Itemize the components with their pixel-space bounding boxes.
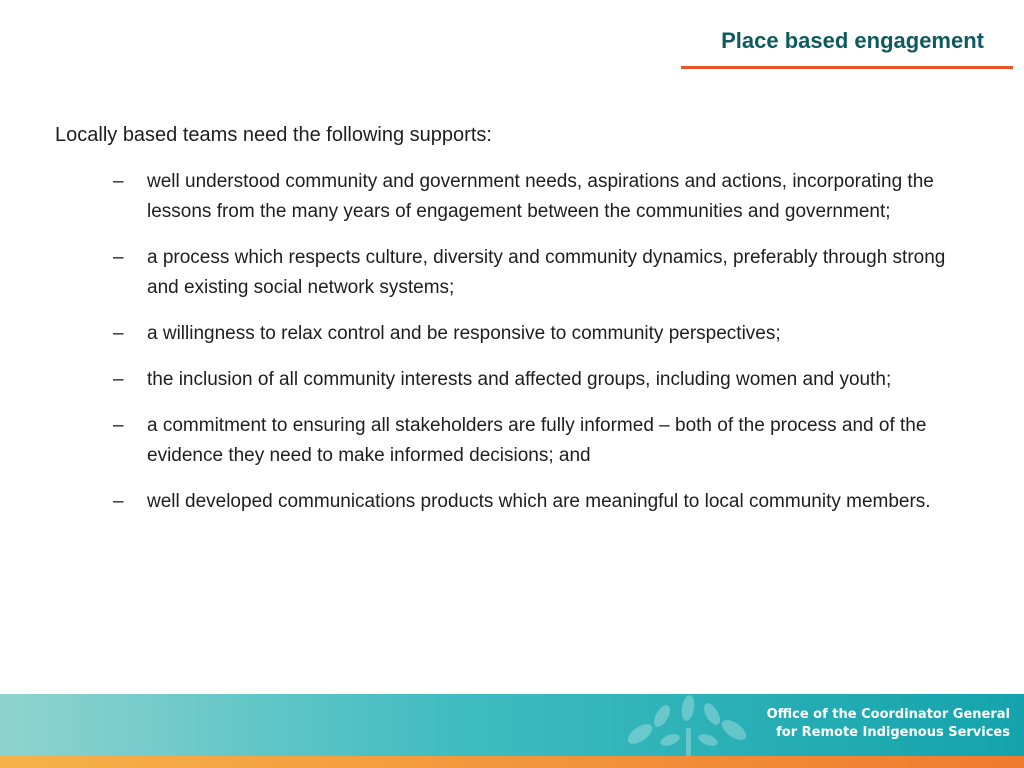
bullet-dash: – [113, 323, 124, 344]
bullet-item [0, 365, 1024, 395]
footer-banner [0, 694, 1024, 768]
bullet-text: well developed communications products which are meaningful to local community members. [147, 491, 931, 512]
leaf-tree-icon [600, 694, 790, 756]
intro-text: Locally based teams need the following supports: [55, 124, 492, 146]
organisation-name-line-2: for Remote Indigenous Services [776, 725, 1010, 740]
bullet-item [0, 487, 1024, 517]
bullet-text: a willingness to relax control and be responsive to community perspectives; [147, 323, 781, 344]
bullet-dash: – [113, 491, 124, 512]
bullet-dash: – [113, 247, 124, 268]
footer-orange-stripe [0, 756, 1024, 768]
bullet-text: a commitment to ensuring all stakeholders are fully informed – both of the process and of the evidence they need to make informed decisions; and [147, 415, 927, 466]
bullet-text: a process which respects culture, diversity and community dynamics, preferably through strong and existing social network systems; [147, 247, 946, 298]
bullet-dash: – [113, 369, 124, 390]
bullet-dash: – [113, 415, 124, 436]
bullet-list [0, 167, 1024, 533]
organisation-name-line-1: Office of the Coordinator General [766, 707, 1010, 722]
bullet-item [0, 319, 1024, 349]
title-underline [681, 66, 1013, 69]
bullet-item [0, 411, 1024, 471]
organisation-name [767, 706, 1010, 742]
bullet-dash: – [113, 171, 124, 192]
bullet-item [0, 243, 1024, 303]
slide-title: Place based engagement [721, 28, 984, 53]
bullet-item [0, 167, 1024, 227]
bullet-text: the inclusion of all community interests and affected groups, including women and youth; [147, 369, 892, 390]
bullet-text: well understood community and government needs, aspirations and actions, incorporating the lessons from the many years of engagement between the communities and government; [147, 171, 934, 222]
